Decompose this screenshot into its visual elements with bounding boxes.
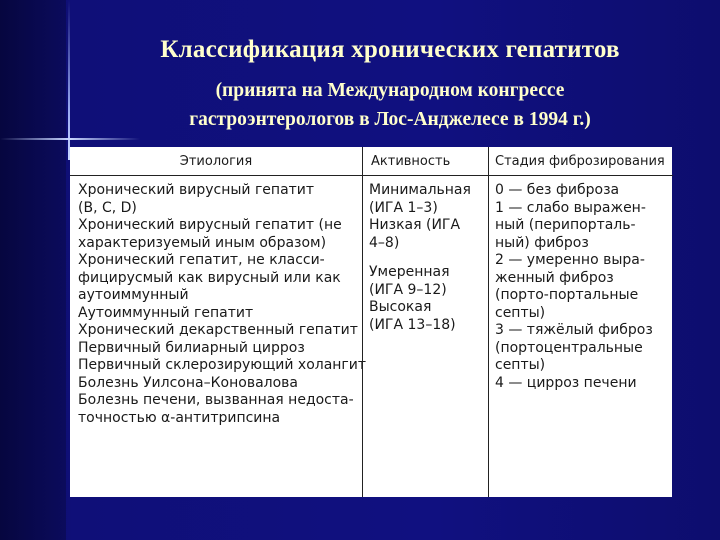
- etiology-line: Первичный склерозирующий холангит: [78, 357, 367, 373]
- activity-spacer: [363, 252, 489, 264]
- activity-line: (ИГА 1–3): [369, 199, 438, 216]
- activity-line: (ИГА 9–12): [369, 281, 447, 298]
- subtitle-line-2: гастроэнтерологов в Лос-Анджелесе в 1994 г.): [189, 109, 591, 130]
- etiology-line: Хронический вирусный гепатит: [78, 182, 315, 198]
- activity-line: (ИГА 13–18): [369, 316, 456, 333]
- etiology-line: Аутоиммунный гепатит: [78, 304, 254, 321]
- etiology-line: фицирусмый как вирусный или как: [78, 269, 341, 286]
- fibrosis-line: (порто-портальные: [495, 287, 639, 303]
- fibrosis-line: 3 — тяжёлый фиброз: [495, 322, 653, 338]
- activity-line: 4–8): [369, 234, 400, 251]
- etiology-column: [70, 147, 367, 497]
- activity-column: [362, 147, 489, 497]
- fibrosis-list: [489, 176, 673, 392]
- slide-subtitle: [70, 76, 710, 134]
- fibrosis-line: (портоцентральные: [495, 339, 643, 356]
- fibrosis-line: женный фиброз: [495, 269, 614, 286]
- fibrosis-line: 1 — слабо выражен-: [495, 199, 646, 216]
- left-decor-strip: [0, 0, 66, 540]
- etiology-line: Болезнь печени, вызванная недоста-: [78, 392, 354, 408]
- etiology-line: характеризуемый иным образом): [78, 234, 327, 251]
- etiology-line: Болезнь Уилсона–Коновалова: [78, 374, 299, 391]
- subtitle-line-1: (принята на Международном конгрессе: [215, 80, 565, 101]
- etiology-line: точностью α-антитрипсина: [78, 409, 281, 426]
- etiology-line: аутоиммунный: [78, 287, 189, 303]
- activity-line: Низкая (ИГА: [369, 217, 461, 233]
- activity-line: Минимальная: [369, 182, 471, 198]
- fibrosis-column: [488, 147, 673, 497]
- fibrosis-line: ный (перипорталь-: [495, 217, 636, 233]
- fibrosis-header: Стадия фиброзирования: [489, 147, 673, 176]
- etiology-header: Этиология: [70, 147, 362, 176]
- etiology-line: Хронический декарственный гепатит: [78, 322, 358, 338]
- activity-line: Умеренная: [369, 264, 450, 280]
- activity-line: Высокая: [369, 299, 432, 315]
- fibrosis-line: септы): [495, 357, 546, 373]
- horizontal-accent-line: [0, 138, 140, 140]
- fibrosis-line: ный) фиброз: [495, 234, 589, 251]
- activity-header: Активность: [363, 147, 489, 176]
- slide-title: Классификация хронических гепатитов: [160, 36, 620, 63]
- etiology-line: Хронический гепатит, не класси-: [78, 252, 325, 268]
- classification-table: [70, 147, 672, 497]
- etiology-line: Первичный билиарный цирроз: [78, 339, 305, 356]
- etiology-line: (В, С, D): [78, 199, 137, 216]
- activity-list: [363, 176, 489, 334]
- fibrosis-line: 4 — цирроз печени: [495, 374, 637, 391]
- etiology-line: Хронический вирусный гепатит (не: [78, 217, 342, 233]
- fibrosis-line: 2 — умеренно выра-: [495, 252, 645, 268]
- fibrosis-line: септы): [495, 304, 546, 321]
- fibrosis-line: 0 — без фиброза: [495, 182, 620, 198]
- etiology-list: [70, 176, 367, 427]
